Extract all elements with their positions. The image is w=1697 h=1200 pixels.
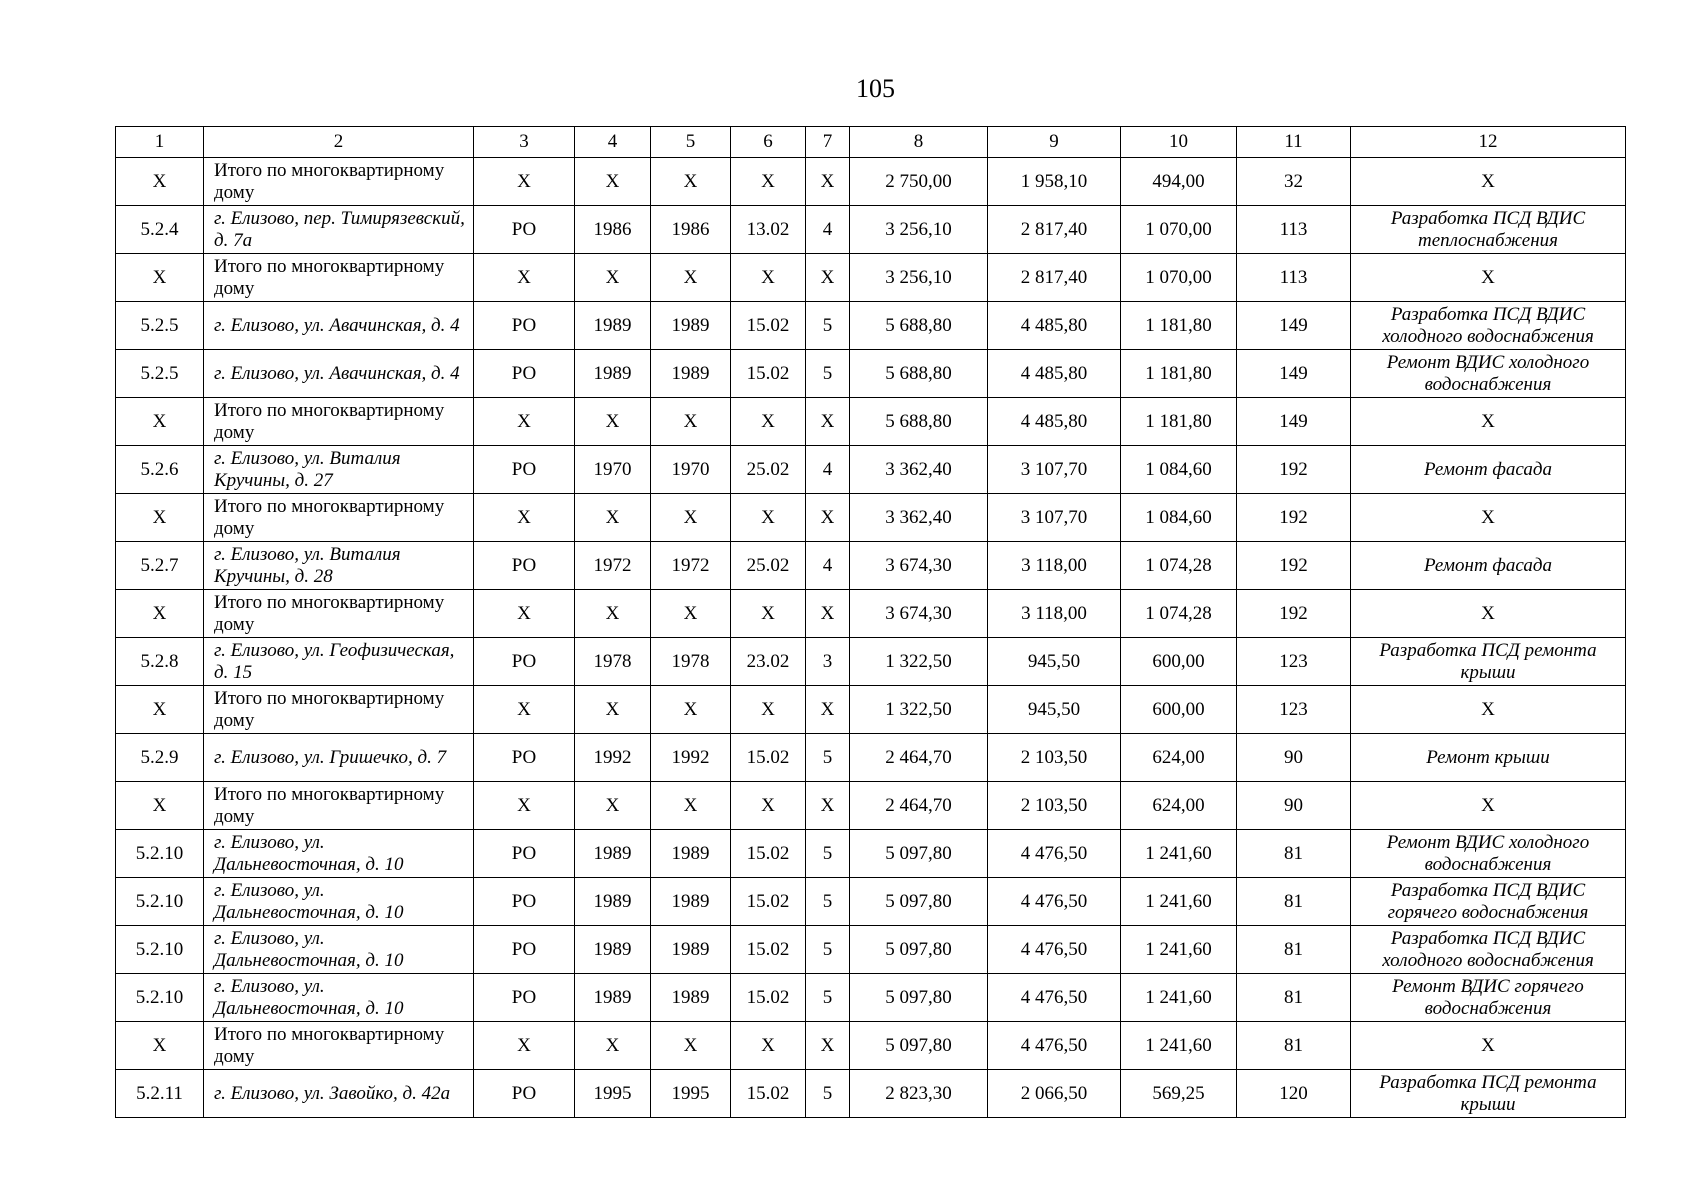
work-type-cell: Разработка ПСД ВДИС горячего водоснабжения xyxy=(1351,878,1626,926)
code-cell: Х xyxy=(731,590,806,638)
area-cell: 2 823,30 xyxy=(850,1070,988,1118)
year-cell: 1992 xyxy=(575,734,651,782)
code-cell: РО xyxy=(474,206,575,254)
area-cell: 2 750,00 xyxy=(850,158,988,206)
area-cell: 1 241,60 xyxy=(1121,830,1237,878)
area-cell: 2 817,40 xyxy=(988,254,1121,302)
area-cell: 2 817,40 xyxy=(988,206,1121,254)
floors-cell: Х xyxy=(806,590,850,638)
address-cell: Итого по многоквартирному дому xyxy=(204,158,474,206)
item-number-cell: Х xyxy=(116,158,204,206)
item-number-cell: Х xyxy=(116,398,204,446)
area-cell: 624,00 xyxy=(1121,782,1237,830)
code-cell: 15.02 xyxy=(731,974,806,1022)
residents-cell: 90 xyxy=(1237,782,1351,830)
code-cell: 15.02 xyxy=(731,350,806,398)
residents-cell: 192 xyxy=(1237,590,1351,638)
address-cell: г. Елизово, ул. Гришечко, д. 7 xyxy=(204,734,474,782)
area-cell: 945,50 xyxy=(988,686,1121,734)
address-cell: г. Елизово, ул. Авачинская, д. 4 xyxy=(204,350,474,398)
year-cell: 1989 xyxy=(651,926,731,974)
code-cell: Х xyxy=(474,494,575,542)
address-cell: г. Елизово, ул. Завойко, д. 42а xyxy=(204,1070,474,1118)
area-cell: 3 256,10 xyxy=(850,206,988,254)
year-cell: Х xyxy=(575,254,651,302)
floors-cell: Х xyxy=(806,1022,850,1070)
address-cell: Итого по многоквартирному дому xyxy=(204,494,474,542)
code-cell: 15.02 xyxy=(731,1070,806,1118)
residents-cell: 192 xyxy=(1237,542,1351,590)
area-cell: 3 256,10 xyxy=(850,254,988,302)
floors-cell: 5 xyxy=(806,926,850,974)
code-cell: Х xyxy=(731,254,806,302)
item-number-cell: Х xyxy=(116,590,204,638)
area-cell: 5 097,80 xyxy=(850,974,988,1022)
column-number-header: 11 xyxy=(1237,127,1351,158)
area-cell: 2 066,50 xyxy=(988,1070,1121,1118)
item-number-cell: 5.2.6 xyxy=(116,446,204,494)
item-number-cell: 5.2.10 xyxy=(116,830,204,878)
total-row xyxy=(116,254,1626,302)
area-cell: 1 181,80 xyxy=(1121,350,1237,398)
address-cell: г. Елизово, ул. Авачинская, д. 4 xyxy=(204,302,474,350)
item-number-cell: 5.2.4 xyxy=(116,206,204,254)
work-type-cell: Разработка ПСД ВДИС холодного водоснабжения xyxy=(1351,926,1626,974)
code-cell: Х xyxy=(474,398,575,446)
area-cell: 1 074,28 xyxy=(1121,590,1237,638)
code-cell: Х xyxy=(474,686,575,734)
year-cell: 1989 xyxy=(575,926,651,974)
year-cell: Х xyxy=(575,398,651,446)
year-cell: Х xyxy=(651,782,731,830)
code-cell: 15.02 xyxy=(731,302,806,350)
table-row xyxy=(116,206,1626,254)
item-number-cell: 5.2.5 xyxy=(116,302,204,350)
code-cell: 15.02 xyxy=(731,830,806,878)
code-cell: Х xyxy=(731,1022,806,1070)
area-cell: 624,00 xyxy=(1121,734,1237,782)
address-cell: г. Елизово, ул. Дальневосточная, д. 10 xyxy=(204,878,474,926)
area-cell: 3 118,00 xyxy=(988,542,1121,590)
work-type-cell: Разработка ПСД ремонта крыши xyxy=(1351,1070,1626,1118)
work-type-cell: Х xyxy=(1351,686,1626,734)
code-cell: РО xyxy=(474,878,575,926)
year-cell: 1989 xyxy=(651,878,731,926)
code-cell: 13.02 xyxy=(731,206,806,254)
area-cell: 569,25 xyxy=(1121,1070,1237,1118)
work-type-cell: Х xyxy=(1351,398,1626,446)
residents-cell: 81 xyxy=(1237,926,1351,974)
area-cell: 4 476,50 xyxy=(988,878,1121,926)
year-cell: Х xyxy=(575,686,651,734)
code-cell: Х xyxy=(731,158,806,206)
item-number-cell: 5.2.8 xyxy=(116,638,204,686)
area-cell: 1 181,80 xyxy=(1121,302,1237,350)
area-cell: 4 476,50 xyxy=(988,974,1121,1022)
year-cell: 1995 xyxy=(575,1070,651,1118)
address-cell: Итого по многоквартирному дому xyxy=(204,398,474,446)
address-cell: г. Елизово, ул. Дальневосточная, д. 10 xyxy=(204,830,474,878)
total-row xyxy=(116,158,1626,206)
area-cell: 2 103,50 xyxy=(988,734,1121,782)
column-number-header: 1 xyxy=(116,127,204,158)
work-type-cell: Ремонт ВДИС холодного водоснабжения xyxy=(1351,830,1626,878)
table-row xyxy=(116,350,1626,398)
residents-cell: 192 xyxy=(1237,494,1351,542)
address-cell: Итого по многоквартирному дому xyxy=(204,254,474,302)
residents-cell: 81 xyxy=(1237,830,1351,878)
area-cell: 1 181,80 xyxy=(1121,398,1237,446)
total-row xyxy=(116,782,1626,830)
address-cell: г. Елизово, ул. Виталия Кручины, д. 27 xyxy=(204,446,474,494)
area-cell: 3 362,40 xyxy=(850,446,988,494)
year-cell: Х xyxy=(651,1022,731,1070)
residents-cell: 113 xyxy=(1237,254,1351,302)
area-cell: 5 097,80 xyxy=(850,1022,988,1070)
year-cell: Х xyxy=(651,254,731,302)
code-cell: РО xyxy=(474,1070,575,1118)
area-cell: 945,50 xyxy=(988,638,1121,686)
residents-cell: 123 xyxy=(1237,686,1351,734)
code-cell: Х xyxy=(731,398,806,446)
total-row xyxy=(116,590,1626,638)
year-cell: 1978 xyxy=(575,638,651,686)
residents-cell: 32 xyxy=(1237,158,1351,206)
code-cell: 15.02 xyxy=(731,878,806,926)
item-number-cell: Х xyxy=(116,254,204,302)
address-cell: г. Елизово, ул. Геофизическая, д. 15 xyxy=(204,638,474,686)
table-row xyxy=(116,974,1626,1022)
work-type-cell: Х xyxy=(1351,254,1626,302)
area-cell: 1 070,00 xyxy=(1121,254,1237,302)
area-cell: 5 688,80 xyxy=(850,350,988,398)
year-cell: 1989 xyxy=(575,974,651,1022)
area-cell: 4 485,80 xyxy=(988,350,1121,398)
year-cell: 1989 xyxy=(651,974,731,1022)
address-cell: Итого по многоквартирному дому xyxy=(204,686,474,734)
area-cell: 600,00 xyxy=(1121,638,1237,686)
table-row xyxy=(116,302,1626,350)
area-cell: 1 241,60 xyxy=(1121,926,1237,974)
area-cell: 1 322,50 xyxy=(850,638,988,686)
work-type-cell: Х xyxy=(1351,494,1626,542)
item-number-cell: 5.2.7 xyxy=(116,542,204,590)
year-cell: Х xyxy=(575,494,651,542)
work-type-cell: Х xyxy=(1351,158,1626,206)
area-cell: 3 107,70 xyxy=(988,446,1121,494)
year-cell: Х xyxy=(651,158,731,206)
code-cell: 15.02 xyxy=(731,926,806,974)
area-cell: 1 241,60 xyxy=(1121,878,1237,926)
address-cell: Итого по многоквартирному дому xyxy=(204,782,474,830)
residents-cell: 90 xyxy=(1237,734,1351,782)
year-cell: Х xyxy=(575,782,651,830)
item-number-cell: Х xyxy=(116,686,204,734)
column-number-header: 10 xyxy=(1121,127,1237,158)
table-row xyxy=(116,1070,1626,1118)
floors-cell: 3 xyxy=(806,638,850,686)
address-cell: Итого по многоквартирному дому xyxy=(204,1022,474,1070)
residents-cell: 149 xyxy=(1237,350,1351,398)
code-cell: Х xyxy=(731,494,806,542)
code-cell: Х xyxy=(731,782,806,830)
area-cell: 4 476,50 xyxy=(988,830,1121,878)
total-row xyxy=(116,686,1626,734)
area-cell: 3 674,30 xyxy=(850,590,988,638)
table-row xyxy=(116,830,1626,878)
page-number: 105 xyxy=(856,74,895,103)
floors-cell: 5 xyxy=(806,878,850,926)
year-cell: 1972 xyxy=(651,542,731,590)
area-cell: 3 107,70 xyxy=(988,494,1121,542)
area-cell: 4 485,80 xyxy=(988,398,1121,446)
year-cell: 1989 xyxy=(575,830,651,878)
item-number-cell: Х xyxy=(116,782,204,830)
area-cell: 1 084,60 xyxy=(1121,494,1237,542)
floors-cell: Х xyxy=(806,158,850,206)
code-cell: Х xyxy=(474,590,575,638)
floors-cell: Х xyxy=(806,494,850,542)
table-row xyxy=(116,878,1626,926)
item-number-cell: 5.2.11 xyxy=(116,1070,204,1118)
address-cell: г. Елизово, ул. Дальневосточная, д. 10 xyxy=(204,974,474,1022)
code-cell: 15.02 xyxy=(731,734,806,782)
area-cell: 3 118,00 xyxy=(988,590,1121,638)
address-cell: г. Елизово, пер. Тимирязевский, д. 7а xyxy=(204,206,474,254)
code-cell: 25.02 xyxy=(731,542,806,590)
area-cell: 3 362,40 xyxy=(850,494,988,542)
residents-cell: 192 xyxy=(1237,446,1351,494)
item-number-cell: 5.2.5 xyxy=(116,350,204,398)
area-cell: 5 097,80 xyxy=(850,878,988,926)
residents-cell: 120 xyxy=(1237,1070,1351,1118)
year-cell: 1989 xyxy=(575,350,651,398)
table-body xyxy=(116,127,1626,1118)
column-number-header: 2 xyxy=(204,127,474,158)
code-cell: 25.02 xyxy=(731,446,806,494)
year-cell: 1989 xyxy=(651,830,731,878)
address-cell: Итого по многоквартирному дому xyxy=(204,590,474,638)
floors-cell: 5 xyxy=(806,350,850,398)
area-cell: 1 322,50 xyxy=(850,686,988,734)
area-cell: 5 097,80 xyxy=(850,830,988,878)
floors-cell: Х xyxy=(806,782,850,830)
residents-cell: 123 xyxy=(1237,638,1351,686)
work-type-cell: Х xyxy=(1351,782,1626,830)
address-cell: г. Елизово, ул. Виталия Кручины, д. 28 xyxy=(204,542,474,590)
code-cell: РО xyxy=(474,638,575,686)
year-cell: 1995 xyxy=(651,1070,731,1118)
year-cell: 1989 xyxy=(651,350,731,398)
code-cell: Х xyxy=(731,686,806,734)
item-number-cell: 5.2.10 xyxy=(116,926,204,974)
year-cell: Х xyxy=(651,494,731,542)
year-cell: 1970 xyxy=(575,446,651,494)
total-row xyxy=(116,494,1626,542)
address-cell: г. Елизово, ул. Дальневосточная, д. 10 xyxy=(204,926,474,974)
floors-cell: Х xyxy=(806,686,850,734)
floors-cell: Х xyxy=(806,398,850,446)
repair-program-table xyxy=(115,126,1626,1118)
year-cell: 1992 xyxy=(651,734,731,782)
table-row xyxy=(116,638,1626,686)
floors-cell: 5 xyxy=(806,974,850,1022)
item-number-cell: 5.2.9 xyxy=(116,734,204,782)
area-cell: 4 476,50 xyxy=(988,926,1121,974)
year-cell: Х xyxy=(651,398,731,446)
area-cell: 2 464,70 xyxy=(850,782,988,830)
table-row xyxy=(116,926,1626,974)
code-cell: Х xyxy=(474,782,575,830)
work-type-cell: Ремонт крыши xyxy=(1351,734,1626,782)
table-header-row xyxy=(116,127,1626,158)
area-cell: 5 097,80 xyxy=(850,926,988,974)
year-cell: 1986 xyxy=(651,206,731,254)
area-cell: 1 241,60 xyxy=(1121,1022,1237,1070)
residents-cell: 81 xyxy=(1237,878,1351,926)
area-cell: 2 464,70 xyxy=(850,734,988,782)
total-row xyxy=(116,1022,1626,1070)
code-cell: РО xyxy=(474,350,575,398)
floors-cell: Х xyxy=(806,254,850,302)
floors-cell: 5 xyxy=(806,734,850,782)
area-cell: 2 103,50 xyxy=(988,782,1121,830)
residents-cell: 149 xyxy=(1237,398,1351,446)
item-number-cell: 5.2.10 xyxy=(116,878,204,926)
work-type-cell: Разработка ПСД ремонта крыши xyxy=(1351,638,1626,686)
floors-cell: 4 xyxy=(806,446,850,494)
code-cell: РО xyxy=(474,542,575,590)
work-type-cell: Х xyxy=(1351,1022,1626,1070)
residents-cell: 113 xyxy=(1237,206,1351,254)
area-cell: 1 241,60 xyxy=(1121,974,1237,1022)
area-cell: 4 485,80 xyxy=(988,302,1121,350)
code-cell: РО xyxy=(474,446,575,494)
floors-cell: 4 xyxy=(806,542,850,590)
column-number-header: 5 xyxy=(651,127,731,158)
year-cell: Х xyxy=(575,1022,651,1070)
table-row xyxy=(116,446,1626,494)
area-cell: 1 084,60 xyxy=(1121,446,1237,494)
work-type-cell: Разработка ПСД ВДИС теплоснабжения xyxy=(1351,206,1626,254)
year-cell: 1970 xyxy=(651,446,731,494)
table-row xyxy=(116,542,1626,590)
column-number-header: 9 xyxy=(988,127,1121,158)
work-type-cell: Разработка ПСД ВДИС холодного водоснабжения xyxy=(1351,302,1626,350)
column-number-header: 8 xyxy=(850,127,988,158)
item-number-cell: 5.2.10 xyxy=(116,974,204,1022)
area-cell: 1 074,28 xyxy=(1121,542,1237,590)
item-number-cell: Х xyxy=(116,1022,204,1070)
year-cell: 1978 xyxy=(651,638,731,686)
area-cell: 5 688,80 xyxy=(850,302,988,350)
floors-cell: 4 xyxy=(806,206,850,254)
year-cell: 1989 xyxy=(575,878,651,926)
column-number-header: 7 xyxy=(806,127,850,158)
residents-cell: 81 xyxy=(1237,1022,1351,1070)
year-cell: Х xyxy=(651,686,731,734)
area-cell: 494,00 xyxy=(1121,158,1237,206)
year-cell: Х xyxy=(575,158,651,206)
area-cell: 5 688,80 xyxy=(850,398,988,446)
area-cell: 4 476,50 xyxy=(988,1022,1121,1070)
area-cell: 1 958,10 xyxy=(988,158,1121,206)
work-type-cell: Ремонт ВДИС горячего водоснабжения xyxy=(1351,974,1626,1022)
work-type-cell: Х xyxy=(1351,590,1626,638)
code-cell: Х xyxy=(474,158,575,206)
column-number-header: 6 xyxy=(731,127,806,158)
column-number-header: 3 xyxy=(474,127,575,158)
year-cell: 1986 xyxy=(575,206,651,254)
column-number-header: 12 xyxy=(1351,127,1626,158)
year-cell: 1989 xyxy=(651,302,731,350)
area-cell: 600,00 xyxy=(1121,686,1237,734)
code-cell: Х xyxy=(474,1022,575,1070)
table-row xyxy=(116,734,1626,782)
residents-cell: 149 xyxy=(1237,302,1351,350)
floors-cell: 5 xyxy=(806,1070,850,1118)
year-cell: 1989 xyxy=(575,302,651,350)
code-cell: РО xyxy=(474,830,575,878)
residents-cell: 81 xyxy=(1237,974,1351,1022)
code-cell: РО xyxy=(474,974,575,1022)
year-cell: 1972 xyxy=(575,542,651,590)
area-cell: 3 674,30 xyxy=(850,542,988,590)
work-type-cell: Ремонт фасада xyxy=(1351,542,1626,590)
code-cell: РО xyxy=(474,926,575,974)
floors-cell: 5 xyxy=(806,302,850,350)
floors-cell: 5 xyxy=(806,830,850,878)
total-row xyxy=(116,398,1626,446)
item-number-cell: Х xyxy=(116,494,204,542)
work-type-cell: Ремонт ВДИС холодного водоснабжения xyxy=(1351,350,1626,398)
column-number-header: 4 xyxy=(575,127,651,158)
code-cell: РО xyxy=(474,302,575,350)
area-cell: 1 070,00 xyxy=(1121,206,1237,254)
code-cell: РО xyxy=(474,734,575,782)
code-cell: Х xyxy=(474,254,575,302)
work-type-cell: Ремонт фасада xyxy=(1351,446,1626,494)
year-cell: Х xyxy=(651,590,731,638)
year-cell: Х xyxy=(575,590,651,638)
code-cell: 23.02 xyxy=(731,638,806,686)
